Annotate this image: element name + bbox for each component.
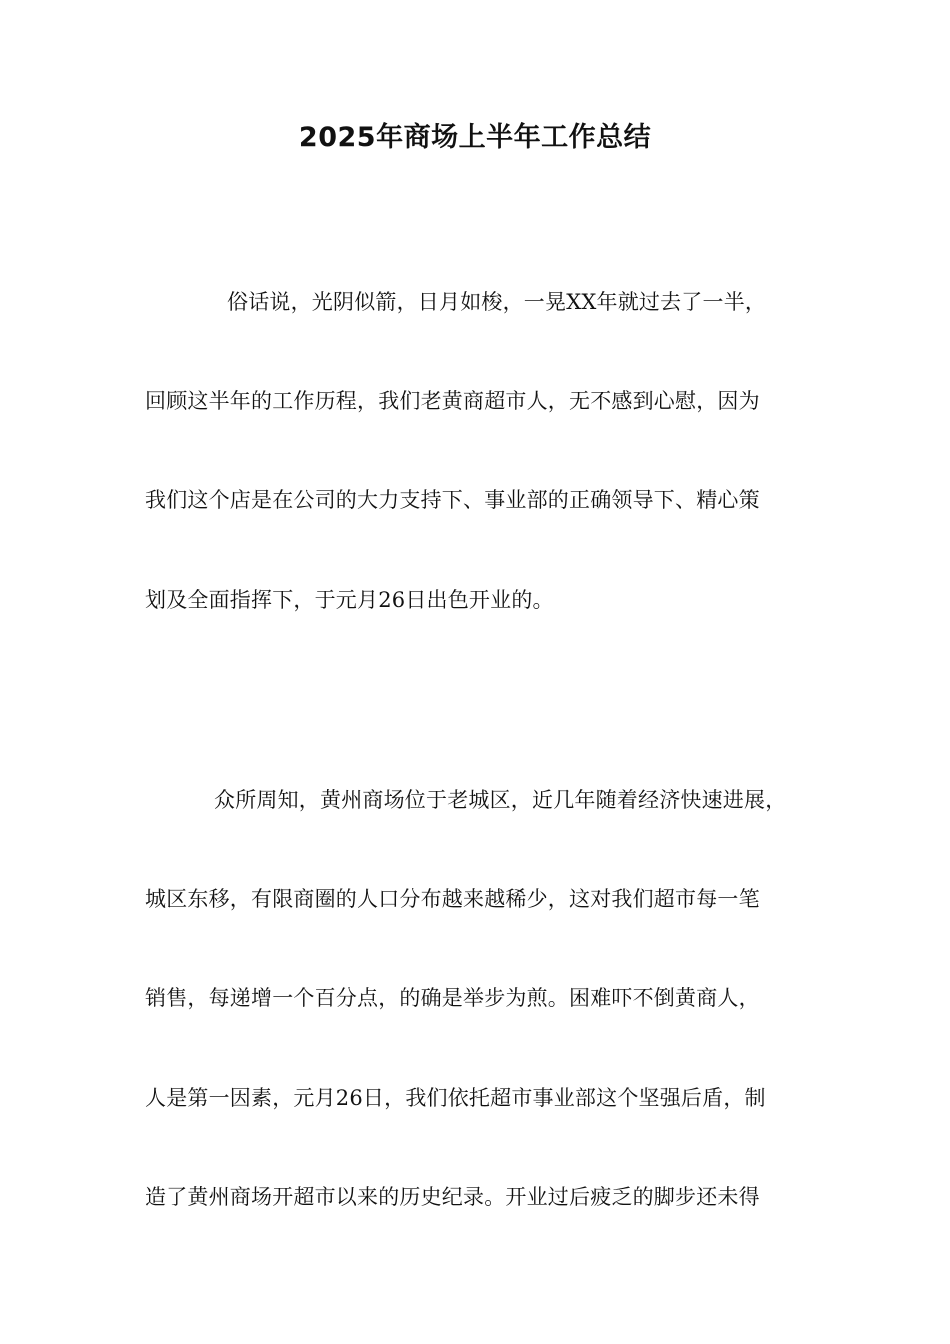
document-title: 2025年商场上半年工作总结 <box>298 122 652 153</box>
paragraph-line: 俗话说，光阴似箭，日月如梭，一晃XX年就过去了一半， <box>227 290 767 314</box>
paragraph-line: 销售，每递增一个百分点，的确是举步为煎。困难吓不倒黄商人， <box>145 986 760 1010</box>
paragraph-line: 众所周知，黄州商场位于老城区，近几年随着经济快速进展， <box>214 788 787 812</box>
paragraph-line: 我们这个店是在公司的大力支持下、事业部的正确领导下、精心策 <box>145 488 760 512</box>
paragraph-line: 造了黄州商场开超市以来的历史纪录。开业过后疲乏的脚步还未得 <box>145 1185 760 1209</box>
paragraph-line: 回顾这半年的工作历程，我们老黄商超市人，无不感到心慰，因为 <box>145 389 760 413</box>
paragraph-line: 划及全面指挥下，于元月26日出色开业的。 <box>145 588 554 612</box>
paragraph-line: 城区东移，有限商圈的人口分布越来越稀少，这对我们超市每一笔 <box>145 887 760 911</box>
paragraph-line: 人是第一因素，元月26日，我们依托超市事业部这个坚强后盾，制 <box>145 1086 766 1110</box>
